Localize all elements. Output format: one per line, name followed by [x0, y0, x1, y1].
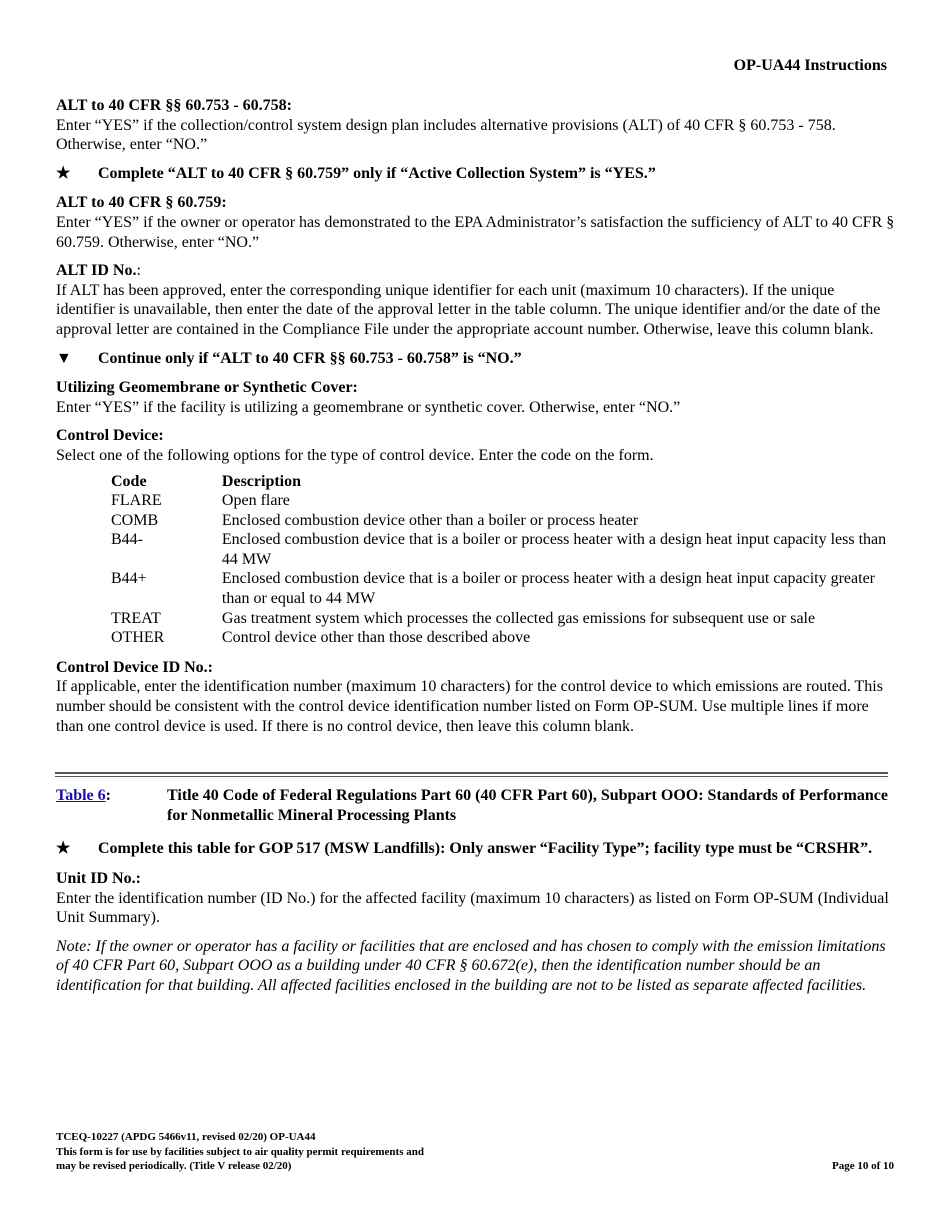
code-cell: COMB	[111, 511, 159, 529]
control-device-code-table	[111, 472, 896, 648]
description-cell: Open flare	[221, 492, 290, 510]
section-text: Enter “YES” if the collection/control system design plan includes alternative provisions (ALT) of 40 CFR § 60.753 - 758. Otherwise, enter “NO.”	[56, 116, 836, 154]
table-row	[111, 491, 896, 511]
section-unit-id	[56, 869, 896, 996]
star-icon: ★	[56, 840, 71, 858]
star-icon: ★	[56, 164, 71, 182]
section-note: Note: If the owner or operator has a facility or facilities that are enclosed and has chosen to comply with the emission limitations of 40 CFR Part 60, Subpart OOO as a building under 40 CFR § 60.672(e), then the identification number should be an identification for that building. All affected facilities enclosed in the building are not to be listed as separate affected facilities.	[56, 937, 886, 994]
table-6-colon: :	[105, 787, 111, 805]
triangle-down-icon: ▼	[56, 349, 72, 367]
section-text: Enter “YES” if the owner or operator has demonstrated to the EPA Administrator’s satisfaction the sufficiency of ALT to 40 CFR § 60.759. Otherwise, enter “NO.”	[56, 213, 895, 251]
page-number: Page 10 of 10	[831, 1160, 894, 1172]
notice-alt-759	[56, 164, 896, 184]
page-footer	[56, 1130, 894, 1174]
description-cell: Enclosed combustion device that is a boiler or process heater with a design heat input capacity greater than or equal to 44 MW	[221, 570, 876, 608]
section-heading: Control Device:	[56, 427, 164, 445]
footer-usage-line: This form is for use by facilities subject to air quality permit requirements and	[56, 1145, 424, 1158]
section-text: If applicable, enter the identification number (maximum 10 characters) for the control device to which emissions are routed. This number should be consistent with the control device identification number listed on Form OP-SUM. Use multiple lines if more than one control device is used. If there is no control device, then leave this column blank.	[56, 678, 883, 735]
description-cell: Control device other than those described above	[221, 629, 531, 647]
table-row	[111, 628, 896, 648]
notice-text: Complete this table for GOP 517 (MSW Landfills): Only answer “Facility Type”; facility type must be “CRSHR”.	[98, 840, 873, 858]
section-heading: ALT to 40 CFR § 60.759:	[56, 194, 227, 212]
section-text: Enter “YES” if the facility is utilizing a geomembrane or synthetic cover. Otherwise, enter “NO.”	[56, 398, 681, 416]
section-text: Select one of the following options for the type of control device. Enter the code on the form.	[56, 446, 654, 464]
page-header-title: OP-UA44 Instructions	[733, 57, 887, 74]
column-header-code: Code	[111, 472, 147, 490]
notice-continue	[56, 349, 896, 369]
description-cell: Gas treatment system which processes the collected gas emissions for subsequent use or sale	[221, 609, 816, 627]
section-geomembrane	[56, 378, 896, 417]
notice-text: Complete “ALT to 40 CFR § 60.759” only if “Active Collection System” is “YES.”	[98, 164, 656, 182]
notice-gop-517	[56, 839, 896, 859]
code-cell: TREAT	[111, 609, 161, 627]
table-row	[111, 569, 896, 608]
heading-colon: :	[136, 262, 141, 280]
section-control-device	[56, 426, 896, 648]
table-row	[111, 609, 896, 629]
notice-text: Continue only if “ALT to 40 CFR §§ 60.753 - 60.758” is “NO.”	[98, 349, 522, 367]
document-body	[56, 96, 896, 1005]
section-alt-753	[56, 96, 896, 155]
code-cell: FLARE	[111, 492, 162, 510]
section-alt-759	[56, 193, 896, 252]
section-heading: Unit ID No.:	[56, 870, 141, 887]
table-6-title: Title 40 Code of Federal Regulations Part 60 (40 CFR Part 60), Subpart OOO: Standards of Performance for Nonmetallic Mineral Processing Plants	[167, 787, 888, 824]
footer-release-line: may be revised periodically. (Title V release 02/20)	[56, 1160, 292, 1172]
code-cell: B44-	[111, 531, 143, 549]
section-heading: ALT ID No.	[56, 262, 137, 280]
section-heading: Control Device ID No.:	[56, 658, 214, 676]
table-row	[111, 530, 896, 569]
description-cell: Enclosed combustion device other than a boiler or process heater	[221, 511, 639, 529]
section-text: If ALT has been approved, enter the corresponding unique identifier for each unit (maximum 10 characters). If the unique identifier is unavailable, then enter the date of the approval letter in the table column. The unique identifier and/or the date of the approval letter are contained in the Compliance File under the appropriate account number. Otherwise, leave this column blank.	[56, 281, 881, 338]
table-6-heading	[56, 786, 896, 825]
section-control-device-id	[56, 658, 896, 736]
description-cell: Enclosed combustion device that is a boiler or process heater with a design heat input capacity less than 44 MW	[221, 531, 887, 568]
section-divider	[55, 772, 888, 777]
table-row	[111, 511, 896, 531]
footer-form-id: TCEQ-10227 (APDG 5466v11, revised 02/20) OP-UA44	[56, 1131, 316, 1143]
section-text: Enter the identification number (ID No.) for the affected facility (maximum 10 characters) as listed on Form OP-SUM (Individual Unit Summary).	[56, 889, 889, 927]
section-heading: ALT to 40 CFR §§ 60.753 - 60.758:	[56, 97, 293, 114]
code-cell: OTHER	[111, 629, 165, 647]
code-cell: B44+	[111, 570, 147, 588]
table-header-row	[111, 472, 896, 492]
section-alt-id	[56, 261, 896, 339]
column-header-description: Description	[221, 472, 302, 490]
section-heading: Utilizing Geomembrane or Synthetic Cover:	[56, 379, 358, 397]
table-6-link[interactable]: Table 6	[56, 787, 106, 805]
